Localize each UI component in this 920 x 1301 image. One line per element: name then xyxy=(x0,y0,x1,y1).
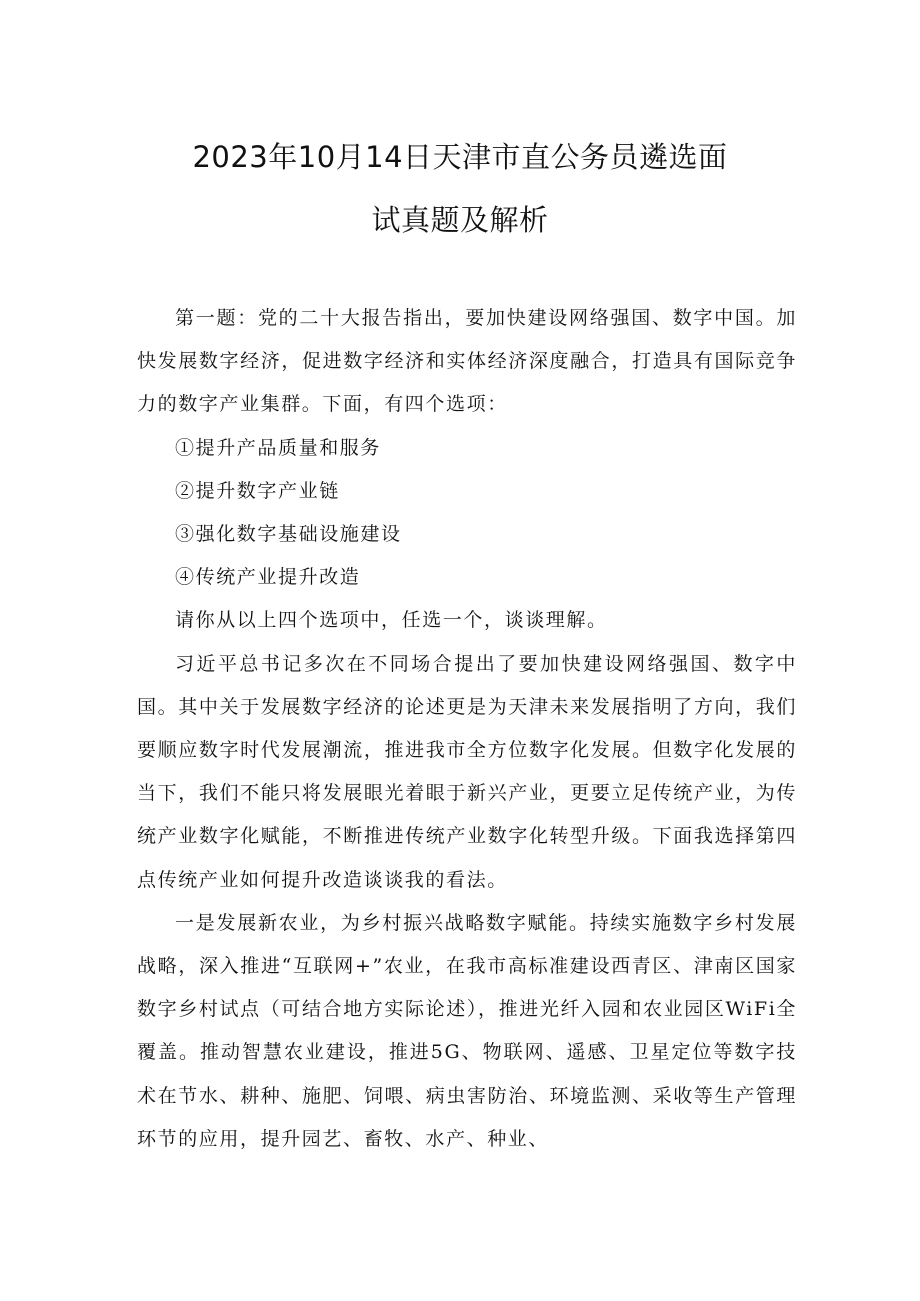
paragraph-option-2: ②提升数字产业链 xyxy=(175,479,340,502)
document-title-line-2: 试真题及解析 xyxy=(371,203,549,237)
paragraph-answer-point-1: 一是发展新农业，为乡村振兴战略数字赋能。持续实施数字乡村发展战略，深入推进“互联网+”农业，在我市高标准建设西青区、津南区国家数字乡村试点（可结合地方实际论述），推进光纤入园和农业园区WiFi全覆盖。推动智慧农业建设，推进5G、物联网、遥感、卫星定位等数字技术在节水、耕种、施肥、饲喂、病虫害防治、环境监测、采收等生产管理环节的应用，提升园艺、畜牧、水产、种业、 xyxy=(137,911,797,1150)
paragraph-question-intro: 第一题：党的二十大报告指出，要加快建设网络强国、数字中国。加快发展数字经济，促进数字经济和实体经济深度融合，打造具有国际竞争力的数字产业集群。下面，有四个选项： xyxy=(137,307,797,416)
paragraph-option-1: ①提升产品质量和服务 xyxy=(175,436,382,459)
paragraph-answer-intro: 习近平总书记多次在不同场合提出了要加快建设网络强国、数字中国。其中关于发展数字经济的论述更是为天津未来发展指明了方向，我们要顺应数字时代发展潮流，推进我市全方位数字化发展。但数字化发展的当下，我们不能只将发展眼光着眼于新兴产业，更要立足传统产业，为传统产业数字化赋能，不断推进传统产业数字化转型升级。下面我选择第四点传统产业如何提升改造谈谈我的看法。 xyxy=(137,652,797,891)
paragraph-option-4: ④传统产业提升改造 xyxy=(175,566,361,589)
paragraph-question-prompt: 请你从以上四个选项中，任选一个，谈谈理解。 xyxy=(175,609,608,632)
paragraph-option-3: ③强化数字基础设施建设 xyxy=(175,523,402,546)
document-title-line-1: 2023年10月14日天津市直公务员遴选面 xyxy=(192,140,728,174)
document-body xyxy=(137,297,797,1161)
